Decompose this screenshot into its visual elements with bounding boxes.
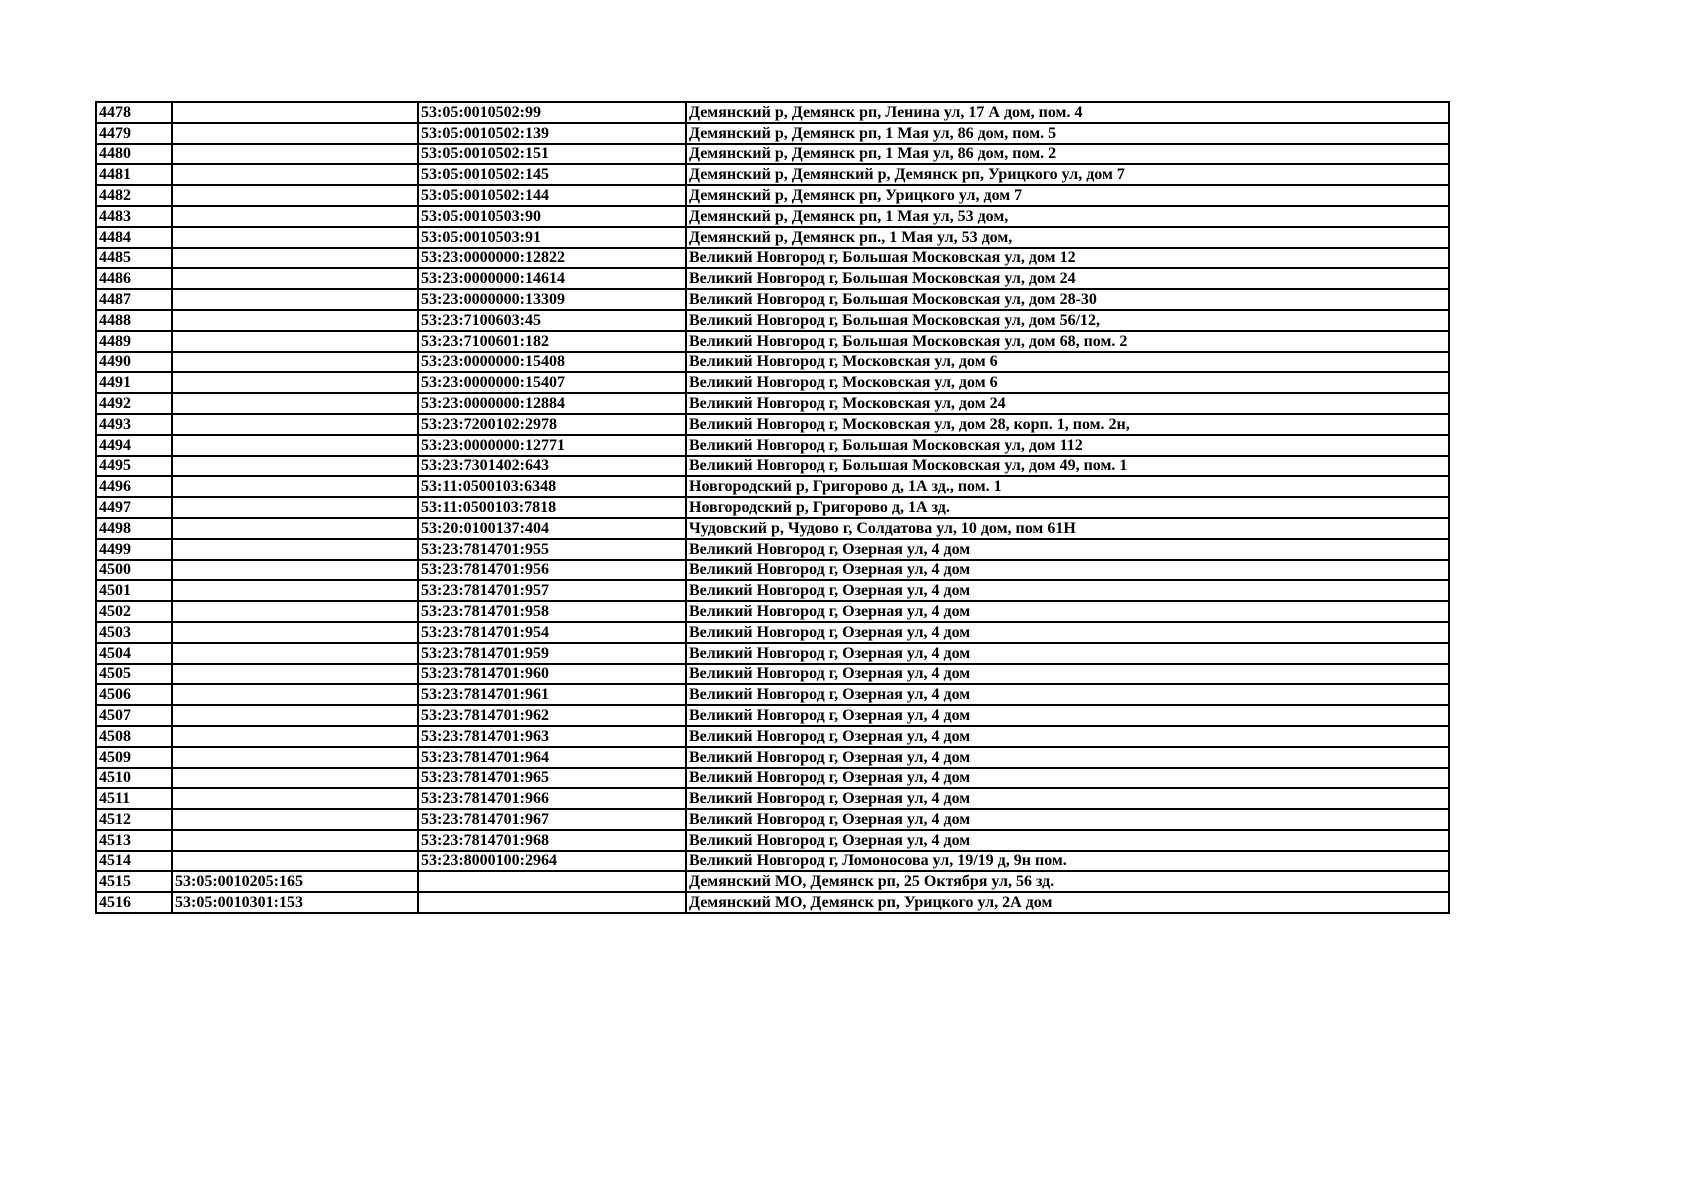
address-cell: Великий Новгород г, Большая Московская ул, дом 56/12, xyxy=(686,310,1449,331)
address-cell: Великий Новгород г, Озерная ул, 4 дом xyxy=(686,830,1449,851)
cadastral-number-alt-cell: 53:23:7814701:963 xyxy=(418,726,686,747)
cadastral-number-cell xyxy=(172,809,418,830)
cadastral-number-cell xyxy=(172,518,418,539)
row-number-cell: 4493 xyxy=(96,414,172,435)
table-row xyxy=(96,830,1449,851)
address-cell: Великий Новгород г, Большая Московская ул, дом 12 xyxy=(686,248,1449,269)
row-number-cell: 4512 xyxy=(96,809,172,830)
cadastral-number-alt-cell: 53:23:7100603:45 xyxy=(418,310,686,331)
row-number-cell: 4492 xyxy=(96,393,172,414)
row-number-cell: 4516 xyxy=(96,892,172,913)
address-cell: Великий Новгород г, Озерная ул, 4 дом xyxy=(686,684,1449,705)
cadastral-number-cell xyxy=(172,705,418,726)
address-cell: Великий Новгород г, Московская ул, дом 24 xyxy=(686,393,1449,414)
cadastral-number-alt-cell: 53:23:7814701:962 xyxy=(418,705,686,726)
cadastral-number-alt-cell: 53:23:7814701:956 xyxy=(418,560,686,581)
cadastral-number-alt-cell: 53:23:7200102:2978 xyxy=(418,414,686,435)
cadastral-number-alt-cell: 53:23:7814701:965 xyxy=(418,768,686,789)
table-row xyxy=(96,476,1449,497)
row-number-cell: 4489 xyxy=(96,331,172,352)
address-cell: Великий Новгород г, Большая Московская ул, дом 49, пом. 1 xyxy=(686,456,1449,477)
table-row xyxy=(96,310,1449,331)
cadastral-number-cell xyxy=(172,622,418,643)
cadastral-number-alt-cell xyxy=(418,871,686,892)
cadastral-number-cell xyxy=(172,851,418,872)
row-number-cell: 4495 xyxy=(96,456,172,477)
table-row xyxy=(96,102,1449,123)
row-number-cell: 4501 xyxy=(96,580,172,601)
cadastral-number-cell xyxy=(172,456,418,477)
row-number-cell: 4487 xyxy=(96,289,172,310)
row-number-cell: 4506 xyxy=(96,684,172,705)
cadastral-number-alt-cell: 53:05:0010502:139 xyxy=(418,123,686,144)
table-row xyxy=(96,622,1449,643)
table-row xyxy=(96,435,1449,456)
address-cell: Великий Новгород г, Озерная ул, 4 дом xyxy=(686,580,1449,601)
table-row xyxy=(96,518,1449,539)
row-number-cell: 4505 xyxy=(96,664,172,685)
address-cell: Демянский р, Демянск рп, 1 Мая ул, 86 дом, пом. 2 xyxy=(686,144,1449,165)
table-row xyxy=(96,580,1449,601)
row-number-cell: 4486 xyxy=(96,268,172,289)
cadastral-number-alt-cell: 53:23:0000000:13309 xyxy=(418,289,686,310)
address-cell: Великий Новгород г, Озерная ул, 4 дом xyxy=(686,664,1449,685)
cadastral-number-cell xyxy=(172,435,418,456)
address-cell: Демянский р, Демянск рп, 1 Мая ул, 53 дом, xyxy=(686,206,1449,227)
cadastral-number-cell xyxy=(172,268,418,289)
address-cell: Великий Новгород г, Озерная ул, 4 дом xyxy=(686,539,1449,560)
row-number-cell: 4482 xyxy=(96,185,172,206)
cadastral-number-cell xyxy=(172,747,418,768)
table-row xyxy=(96,331,1449,352)
row-number-cell: 4511 xyxy=(96,788,172,809)
cadastral-number-alt-cell: 53:23:7814701:959 xyxy=(418,643,686,664)
table-row xyxy=(96,871,1449,892)
cadastral-number-alt-cell: 53:05:0010502:145 xyxy=(418,164,686,185)
cadastral-number-alt-cell: 53:23:0000000:15408 xyxy=(418,352,686,373)
cadastral-number-cell: 53:05:0010301:153 xyxy=(172,892,418,913)
table-row xyxy=(96,892,1449,913)
table-row xyxy=(96,206,1449,227)
row-number-cell: 4488 xyxy=(96,310,172,331)
address-cell: Великий Новгород г, Озерная ул, 4 дом xyxy=(686,809,1449,830)
table-row xyxy=(96,684,1449,705)
cadastral-number-cell xyxy=(172,372,418,393)
cadastral-number-cell xyxy=(172,601,418,622)
table-row xyxy=(96,726,1449,747)
cadastral-number-alt-cell: 53:11:0500103:6348 xyxy=(418,476,686,497)
address-cell: Демянский р, Демянск рп, Ленина ул, 17 А дом, пом. 4 xyxy=(686,102,1449,123)
table-row xyxy=(96,185,1449,206)
address-cell: Великий Новгород г, Большая Московская ул, дом 24 xyxy=(686,268,1449,289)
table-row xyxy=(96,497,1449,518)
table-row xyxy=(96,248,1449,269)
cadastral-number-cell xyxy=(172,289,418,310)
row-number-cell: 4491 xyxy=(96,372,172,393)
row-number-cell: 4502 xyxy=(96,601,172,622)
address-cell: Великий Новгород г, Озерная ул, 4 дом xyxy=(686,726,1449,747)
row-number-cell: 4480 xyxy=(96,144,172,165)
address-cell: Великий Новгород г, Озерная ул, 4 дом xyxy=(686,768,1449,789)
cadastral-number-alt-cell: 53:23:7814701:966 xyxy=(418,788,686,809)
address-cell: Великий Новгород г, Большая Московская ул, дом 112 xyxy=(686,435,1449,456)
table-row xyxy=(96,560,1449,581)
cadastral-number-cell xyxy=(172,539,418,560)
cadastral-number-alt-cell: 53:23:0000000:12884 xyxy=(418,393,686,414)
property-registry-table xyxy=(95,101,1450,914)
address-cell: Чудовский р, Чудово г, Солдатова ул, 10 дом, пом 61Н xyxy=(686,518,1449,539)
cadastral-number-alt-cell: 53:23:7814701:968 xyxy=(418,830,686,851)
table-row xyxy=(96,705,1449,726)
cadastral-number-cell xyxy=(172,580,418,601)
cadastral-number-alt-cell: 53:05:0010503:91 xyxy=(418,227,686,248)
row-number-cell: 4479 xyxy=(96,123,172,144)
table-row xyxy=(96,601,1449,622)
address-cell: Великий Новгород г, Московская ул, дом 6 xyxy=(686,372,1449,393)
table-row xyxy=(96,664,1449,685)
row-number-cell: 4497 xyxy=(96,497,172,518)
cadastral-number-alt-cell: 53:23:7301402:643 xyxy=(418,456,686,477)
cadastral-number-alt-cell: 53:23:0000000:12771 xyxy=(418,435,686,456)
cadastral-number-cell xyxy=(172,164,418,185)
table-row xyxy=(96,768,1449,789)
address-cell: Демянский р, Демянский р, Демянск рп, Урицкого ул, дом 7 xyxy=(686,164,1449,185)
table-row xyxy=(96,539,1449,560)
address-cell: Великий Новгород г, Большая Московская ул, дом 68, пом. 2 xyxy=(686,331,1449,352)
cadastral-number-cell xyxy=(172,144,418,165)
row-number-cell: 4499 xyxy=(96,539,172,560)
address-cell: Великий Новгород г, Ломоносова ул, 19/19 д, 9н пом. xyxy=(686,851,1449,872)
row-number-cell: 4510 xyxy=(96,768,172,789)
address-cell: Великий Новгород г, Московская ул, дом 28, корп. 1, пом. 2н, xyxy=(686,414,1449,435)
table-row xyxy=(96,456,1449,477)
address-cell: Великий Новгород г, Озерная ул, 4 дом xyxy=(686,622,1449,643)
address-cell: Демянский р, Демянск рп, 1 Мая ул, 86 дом, пом. 5 xyxy=(686,123,1449,144)
cadastral-number-cell xyxy=(172,768,418,789)
table-row xyxy=(96,747,1449,768)
address-cell: Новгородский р, Григорово д, 1А зд. xyxy=(686,497,1449,518)
cadastral-number-cell xyxy=(172,248,418,269)
row-number-cell: 4503 xyxy=(96,622,172,643)
address-cell: Великий Новгород г, Озерная ул, 4 дом xyxy=(686,601,1449,622)
row-number-cell: 4500 xyxy=(96,560,172,581)
cadastral-number-cell xyxy=(172,102,418,123)
cadastral-number-cell xyxy=(172,352,418,373)
cadastral-number-alt-cell: 53:05:0010503:90 xyxy=(418,206,686,227)
row-number-cell: 4481 xyxy=(96,164,172,185)
address-cell: Великий Новгород г, Озерная ул, 4 дом xyxy=(686,560,1449,581)
table-row xyxy=(96,372,1449,393)
address-cell: Великий Новгород г, Озерная ул, 4 дом xyxy=(686,747,1449,768)
cadastral-number-cell xyxy=(172,331,418,352)
table-row xyxy=(96,227,1449,248)
table-row xyxy=(96,393,1449,414)
registry-table-body xyxy=(96,102,1449,913)
cadastral-number-cell xyxy=(172,476,418,497)
cadastral-number-cell xyxy=(172,185,418,206)
table-row xyxy=(96,788,1449,809)
cadastral-number-cell xyxy=(172,664,418,685)
cadastral-number-cell xyxy=(172,684,418,705)
row-number-cell: 4494 xyxy=(96,435,172,456)
row-number-cell: 4508 xyxy=(96,726,172,747)
cadastral-number-alt-cell: 53:23:7814701:954 xyxy=(418,622,686,643)
table-row xyxy=(96,144,1449,165)
row-number-cell: 4507 xyxy=(96,705,172,726)
cadastral-number-cell xyxy=(172,560,418,581)
cadastral-number-cell xyxy=(172,206,418,227)
row-number-cell: 4478 xyxy=(96,102,172,123)
row-number-cell: 4498 xyxy=(96,518,172,539)
cadastral-number-alt-cell: 53:23:7814701:961 xyxy=(418,684,686,705)
row-number-cell: 4513 xyxy=(96,830,172,851)
cadastral-number-alt-cell: 53:23:0000000:14614 xyxy=(418,268,686,289)
row-number-cell: 4490 xyxy=(96,352,172,373)
row-number-cell: 4504 xyxy=(96,643,172,664)
cadastral-number-cell xyxy=(172,310,418,331)
cadastral-number-alt-cell: 53:05:0010502:151 xyxy=(418,144,686,165)
table-row xyxy=(96,289,1449,310)
cadastral-number-alt-cell: 53:23:7100601:182 xyxy=(418,331,686,352)
cadastral-number-alt-cell: 53:23:0000000:12822 xyxy=(418,248,686,269)
cadastral-number-alt-cell: 53:05:0010502:144 xyxy=(418,185,686,206)
cadastral-number-cell xyxy=(172,830,418,851)
address-cell: Новгородский р, Григорово д, 1А зд., пом. 1 xyxy=(686,476,1449,497)
cadastral-number-cell xyxy=(172,123,418,144)
address-cell: Великий Новгород г, Московская ул, дом 6 xyxy=(686,352,1449,373)
cadastral-number-alt-cell: 53:23:7814701:960 xyxy=(418,664,686,685)
cadastral-number-alt-cell: 53:23:8000100:2964 xyxy=(418,851,686,872)
table-row xyxy=(96,414,1449,435)
table-row xyxy=(96,123,1449,144)
cadastral-number-alt-cell: 53:23:7814701:967 xyxy=(418,809,686,830)
row-number-cell: 4483 xyxy=(96,206,172,227)
cadastral-number-cell xyxy=(172,643,418,664)
address-cell: Демянский р, Демянск рп, Урицкого ул, дом 7 xyxy=(686,185,1449,206)
table-row xyxy=(96,809,1449,830)
cadastral-number-cell xyxy=(172,227,418,248)
row-number-cell: 4514 xyxy=(96,851,172,872)
address-cell: Великий Новгород г, Озерная ул, 4 дом xyxy=(686,705,1449,726)
row-number-cell: 4496 xyxy=(96,476,172,497)
cadastral-number-alt-cell: 53:23:7814701:957 xyxy=(418,580,686,601)
table-row xyxy=(96,352,1449,373)
address-cell: Демянский МО, Демянск рп, 25 Октября ул, 56 зд. xyxy=(686,871,1449,892)
table-row xyxy=(96,643,1449,664)
table-row xyxy=(96,164,1449,185)
cadastral-number-cell xyxy=(172,393,418,414)
row-number-cell: 4509 xyxy=(96,747,172,768)
table-row xyxy=(96,851,1449,872)
cadastral-number-cell: 53:05:0010205:165 xyxy=(172,871,418,892)
cadastral-number-cell xyxy=(172,497,418,518)
address-cell: Великий Новгород г, Озерная ул, 4 дом xyxy=(686,788,1449,809)
cadastral-number-alt-cell: 53:23:7814701:964 xyxy=(418,747,686,768)
cadastral-number-alt-cell: 53:20:0100137:404 xyxy=(418,518,686,539)
cadastral-number-alt-cell: 53:23:7814701:955 xyxy=(418,539,686,560)
cadastral-number-cell xyxy=(172,414,418,435)
cadastral-number-alt-cell xyxy=(418,892,686,913)
cadastral-number-alt-cell: 53:23:7814701:958 xyxy=(418,601,686,622)
row-number-cell: 4485 xyxy=(96,248,172,269)
row-number-cell: 4515 xyxy=(96,871,172,892)
cadastral-number-cell xyxy=(172,788,418,809)
address-cell: Великий Новгород г, Озерная ул, 4 дом xyxy=(686,643,1449,664)
cadastral-number-alt-cell: 53:23:0000000:15407 xyxy=(418,372,686,393)
cadastral-number-cell xyxy=(172,726,418,747)
row-number-cell: 4484 xyxy=(96,227,172,248)
address-cell: Великий Новгород г, Большая Московская ул, дом 28-30 xyxy=(686,289,1449,310)
table-row xyxy=(96,268,1449,289)
cadastral-number-alt-cell: 53:11:0500103:7818 xyxy=(418,497,686,518)
cadastral-number-alt-cell: 53:05:0010502:99 xyxy=(418,102,686,123)
address-cell: Демянский МО, Демянск рп, Урицкого ул, 2А дом xyxy=(686,892,1449,913)
address-cell: Демянский р, Демянск рп., 1 Мая ул, 53 дом, xyxy=(686,227,1449,248)
